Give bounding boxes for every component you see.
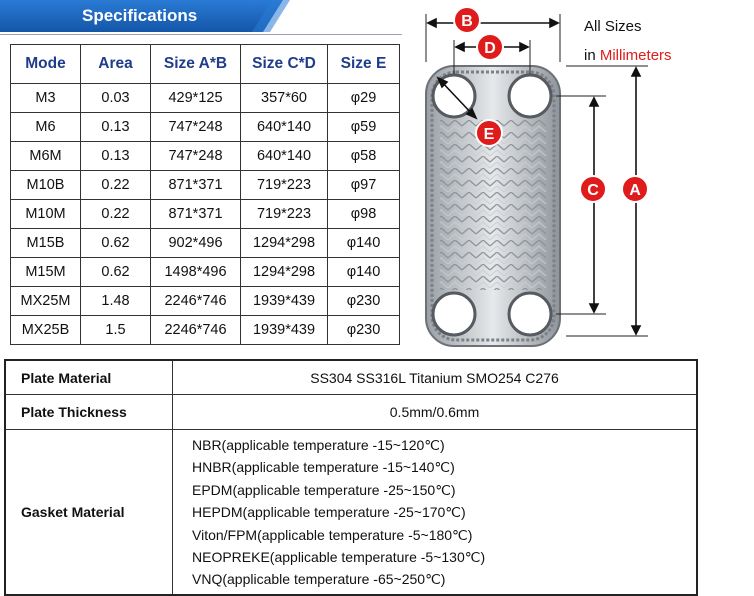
svg-text:C: C	[587, 182, 599, 199]
header-rule	[0, 34, 402, 35]
table-row	[11, 200, 400, 229]
col-header-size-ab: Size A*B	[151, 45, 241, 84]
cell-size-ab: 1498*496	[151, 258, 241, 287]
cell-mode: M15M	[11, 258, 81, 287]
page-title: Specifications	[82, 6, 198, 25]
gasket-material-row	[5, 430, 697, 595]
gasket-item: HNBR(applicable temperature -15~140℃)	[192, 459, 455, 476]
cell-area: 1.48	[81, 287, 151, 316]
cell-size-ab: 747*248	[151, 113, 241, 142]
plate-material-row	[5, 360, 697, 395]
cell-size-e: φ140	[328, 229, 400, 258]
cell-mode: MX25B	[11, 316, 81, 345]
cell-size-cd: 1294*298	[241, 229, 328, 258]
svg-text:E: E	[483, 126, 495, 143]
dimension-label-e	[476, 120, 502, 146]
cell-size-e: φ59	[328, 113, 400, 142]
cell-size-cd: 719*223	[241, 171, 328, 200]
plate-material-value: SS304 SS316L Titanium SMO254 C276	[173, 360, 698, 395]
table-row	[11, 84, 400, 113]
svg-text:D: D	[484, 40, 496, 57]
cell-size-ab: 429*125	[151, 84, 241, 113]
gasket-item: EPDM(applicable temperature -25~150℃)	[192, 481, 456, 498]
cell-mode: MX25M	[11, 287, 81, 316]
col-header-area: Area	[81, 45, 151, 84]
cell-size-cd: 1939*439	[241, 316, 328, 345]
cell-size-e: φ98	[328, 200, 400, 229]
cell-area: 0.13	[81, 142, 151, 171]
table-row	[11, 258, 400, 287]
svg-text:A: A	[629, 182, 641, 199]
cell-size-ab: 2246*746	[151, 316, 241, 345]
svg-text:B: B	[461, 13, 473, 30]
cell-size-cd: 357*60	[241, 84, 328, 113]
units-note-line2	[584, 47, 672, 64]
cell-mode: M6	[11, 113, 81, 142]
cell-size-e: φ58	[328, 142, 400, 171]
table-row	[11, 229, 400, 258]
cell-mode: M10B	[11, 171, 81, 200]
cell-area: 0.03	[81, 84, 151, 113]
cell-area: 0.22	[81, 200, 151, 229]
dimension-label-b	[454, 7, 480, 33]
port-hole-bottom-left	[433, 293, 475, 335]
cell-size-ab: 2246*746	[151, 287, 241, 316]
table-row	[11, 113, 400, 142]
dimension-label-c	[580, 176, 606, 202]
cell-size-cd: 719*223	[241, 200, 328, 229]
gasket-material-label: Gasket Material	[5, 430, 173, 595]
gasket-item: VNQ(applicable temperature -65~250℃)	[192, 571, 446, 588]
units-note-unit: Millimeters	[599, 47, 672, 64]
cell-size-e: φ97	[328, 171, 400, 200]
cell-size-e: φ29	[328, 84, 400, 113]
table-row	[11, 287, 400, 316]
gasket-material-values	[173, 430, 698, 595]
cell-size-cd: 1294*298	[241, 258, 328, 287]
cell-size-e: φ230	[328, 316, 400, 345]
cell-size-cd: 640*140	[241, 113, 328, 142]
spec-header-row	[11, 45, 400, 84]
port-hole-top-right	[509, 75, 551, 117]
col-header-size-e: Size E	[328, 45, 400, 84]
cell-area: 1.5	[81, 316, 151, 345]
gasket-list	[174, 431, 695, 593]
col-header-size-cd: Size C*D	[241, 45, 328, 84]
units-note-line1: All Sizes	[584, 18, 642, 35]
table-row	[11, 171, 400, 200]
units-note-in: in	[584, 47, 596, 64]
cell-area: 0.22	[81, 171, 151, 200]
gasket-item: NEOPREKE(applicable temperature -5~130℃)	[192, 548, 486, 565]
table-row	[11, 316, 400, 345]
plate-material-label: Plate Material	[5, 360, 173, 395]
cell-size-ab: 871*371	[151, 171, 241, 200]
cell-size-e: φ140	[328, 258, 400, 287]
dimension-label-d	[477, 34, 503, 60]
port-hole-bottom-right	[509, 293, 551, 335]
cell-size-cd: 1939*439	[241, 287, 328, 316]
cell-size-cd: 640*140	[241, 142, 328, 171]
dimension-label-a	[622, 176, 648, 202]
cell-area: 0.62	[81, 229, 151, 258]
gasket-item: Viton/FPM(applicable temperature -5~180℃)	[192, 526, 473, 543]
cell-area: 0.13	[81, 113, 151, 142]
plate-thickness-row	[5, 395, 697, 430]
table-row	[11, 142, 400, 171]
cell-size-ab: 871*371	[151, 200, 241, 229]
spec-table	[10, 44, 400, 345]
cell-size-ab: 902*496	[151, 229, 241, 258]
col-header-mode: Mode	[11, 45, 81, 84]
plate-thickness-value: 0.5mm/0.6mm	[173, 395, 698, 430]
gasket-item: NBR(applicable temperature -15~120℃)	[192, 437, 445, 453]
cell-mode: M10M	[11, 200, 81, 229]
gasket-item: HEPDM(applicable temperature -25~170℃)	[192, 504, 466, 521]
spec-table-body	[11, 84, 400, 345]
cell-size-ab: 747*248	[151, 142, 241, 171]
cell-mode: M15B	[11, 229, 81, 258]
cell-mode: M3	[11, 84, 81, 113]
plate-thickness-label: Plate Thickness	[5, 395, 173, 430]
materials-table	[4, 359, 698, 596]
cell-size-e: φ230	[328, 287, 400, 316]
cell-area: 0.62	[81, 258, 151, 287]
cell-mode: M6M	[11, 142, 81, 171]
